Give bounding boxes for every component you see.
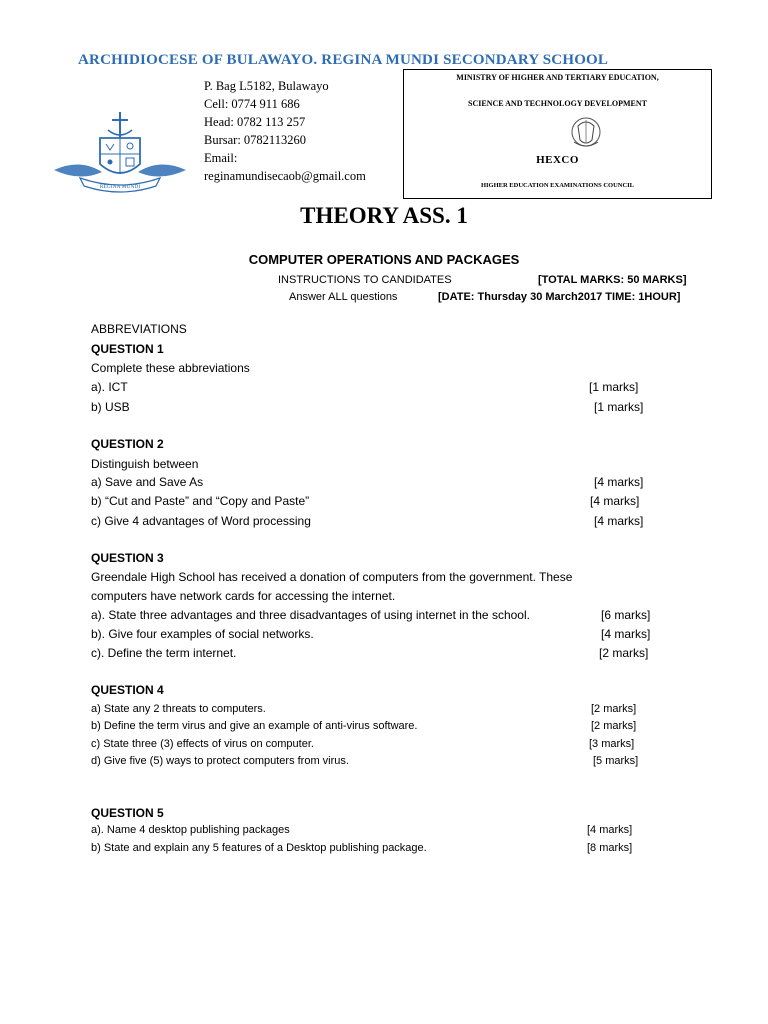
marks-label: [4 marks] (601, 627, 651, 641)
marks-label: [5 marks] (593, 755, 639, 767)
question-3-intro-line: computers have network cards for accessing the internet. (91, 589, 396, 603)
email-label: Email: (204, 151, 238, 165)
school-crest-logo (50, 108, 190, 196)
council-line: HIGHER EDUCATION EXAMINATIONS COUNCIL (480, 182, 635, 189)
question-item: b) USB (91, 400, 130, 414)
address: P. Bag L5182, Bulawayo (204, 79, 329, 93)
marks-label: [1 marks] (589, 380, 639, 394)
question-item: a). ICT (91, 380, 128, 394)
question-item: a). Name 4 desktop publishing packages (91, 824, 290, 836)
marks-label: [3 marks] (589, 738, 635, 750)
marks-label: [2 marks] (599, 646, 649, 660)
marks-label: [4 marks] (594, 475, 644, 489)
hexco-label: HEXCO (536, 154, 579, 166)
marks-label: [1 marks] (594, 400, 644, 414)
email-address: reginamundisecaob@gmail.com (204, 169, 366, 183)
marks-label: [4 marks] (594, 514, 644, 528)
school-title: ARCHIDIOCESE OF BULAWAYO. REGINA MUNDI SECONDARY SCHOOL (78, 52, 609, 68)
marks-label: [6 marks] (601, 608, 651, 622)
question-3-heading: QUESTION 3 (91, 551, 164, 565)
question-item: a). State three advantages and three disadvantages of using internet in the school. (91, 608, 530, 622)
science-line: SCIENCE AND TECHNOLOGY DEVELOPMENT (468, 99, 647, 108)
question-4-heading: QUESTION 4 (91, 683, 164, 697)
marks-label: [4 marks] (590, 494, 640, 508)
question-item: b) “Cut and Paste” and “Copy and Paste” (91, 494, 310, 508)
question-item: b). Give four examples of social networks. (91, 627, 314, 641)
marks-label: [4 marks] (587, 824, 633, 836)
instructions-label: INSTRUCTIONS TO CANDIDATES (278, 274, 452, 286)
question-item: a) Save and Save As (91, 475, 204, 489)
marks-label: [2 marks] (591, 720, 637, 732)
cell-number: Cell: 0774 911 686 (204, 97, 300, 111)
question-item: b) Define the term virus and give an example of anti-virus software. (91, 720, 418, 732)
head-number: Head: 0782 113 257 (204, 115, 306, 129)
question-item: d) Give five (5) ways to protect computers from virus. (91, 755, 349, 767)
question-2-intro: Distinguish between (91, 457, 199, 471)
question-item: a) State any 2 threats to computers. (91, 703, 266, 715)
question-item: b) State and explain any 5 features of a Desktop publishing package. (91, 842, 427, 854)
crest-motto: REGINA MUNDI (99, 184, 141, 190)
answer-all-instruction: Answer ALL questions (289, 291, 398, 303)
question-1-intro: Complete these abbreviations (91, 361, 250, 375)
school-contact-block (204, 77, 366, 185)
marks-label: [8 marks] (587, 842, 633, 854)
exam-date-time: [DATE: Thursday 30 March2017 TIME: 1HOUR] (438, 291, 681, 303)
question-1-heading: QUESTION 1 (91, 342, 164, 356)
bursar-number: Bursar: 0782113260 (204, 133, 306, 147)
zimbabwe-coat-of-arms-icon (568, 112, 604, 152)
exam-title: THEORY ASS. 1 (300, 203, 468, 228)
question-item: c) Give 4 advantages of Word processing (91, 514, 311, 528)
exam-subject: COMPUTER OPERATIONS AND PACKAGES (248, 252, 520, 267)
ministry-line: MINISTRY OF HIGHER AND TERTIARY EDUCATION, (456, 73, 659, 82)
question-item: c) State three (3) effects of virus on computer. (91, 738, 314, 750)
total-marks: [TOTAL MARKS: 50 MARKS] (538, 274, 687, 286)
question-5-heading: QUESTION 5 (91, 806, 164, 820)
marks-label: [2 marks] (591, 703, 637, 715)
hexco-header-box (403, 69, 712, 199)
question-2-heading: QUESTION 2 (91, 437, 164, 451)
section-label: ABBREVIATIONS (91, 322, 187, 336)
question-3-intro-line: Greendale High School has received a donation of computers from the government. These (91, 570, 573, 584)
question-item: c). Define the term internet. (91, 646, 237, 660)
